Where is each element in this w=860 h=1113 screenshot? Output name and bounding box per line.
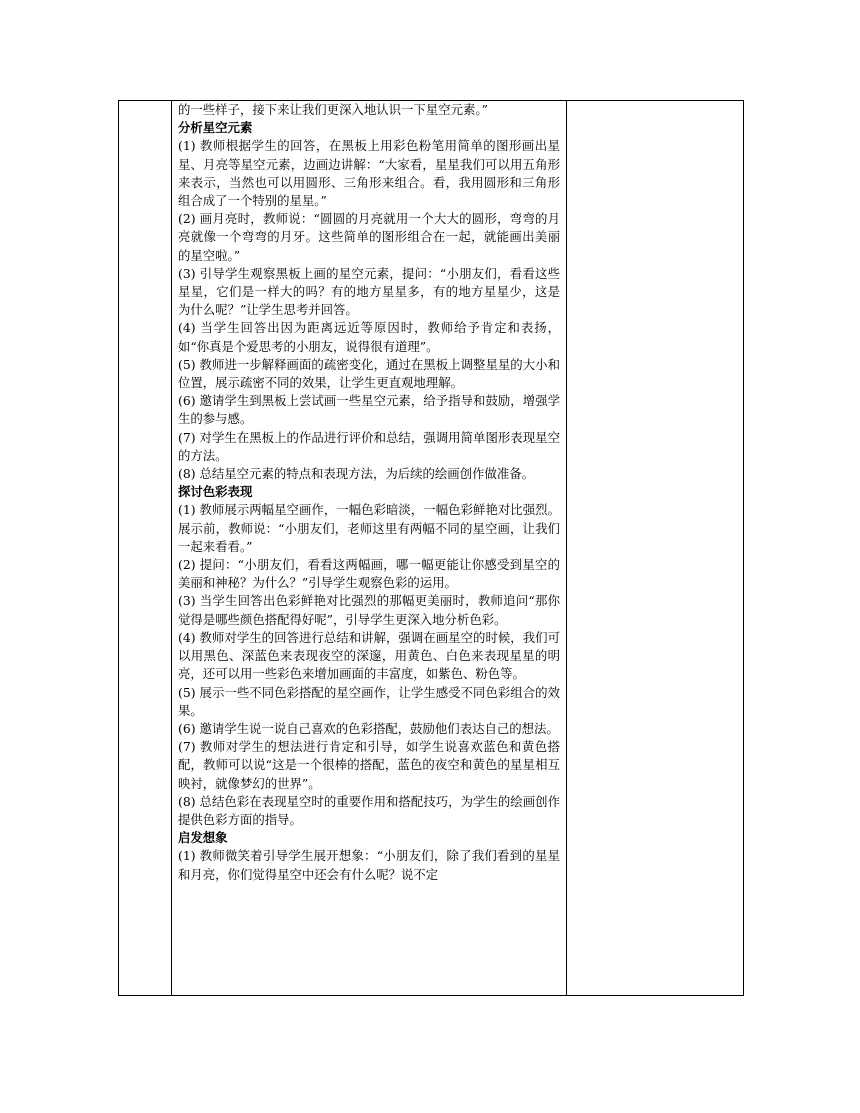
paragraph: (1) 教师微笑着引导学生展开想象：“小朋友们，除了我们看到的星星和月亮，你们觉得星空中还会有什么呢？说不定 (178, 848, 560, 882)
paragraph: (6) 邀请学生到黑板上尝试画一些星空元素，给予指导和鼓励，增强学生的参与感。 (178, 393, 560, 427)
paragraph: (4) 当学生回答出因为距离远近等原因时，教师给予肯定和表扬，如“你真是个爱思考的小朋友，说得很有道理”。 (178, 320, 560, 354)
paragraph: (2) 画月亮时，教师说：“圆圆的月亮就用一个大大的圆形，弯弯的月亮就像一个弯弯的月牙。这些简单的图形组合在一起，就能画出美丽的星空啦。” (178, 211, 560, 263)
right-column-cell (567, 101, 744, 996)
paragraph: 的一些样子，接下来让我们更深入地认识一下星空元素。” (178, 102, 488, 117)
paragraph: (4) 教师对学生的回答进行总结和讲解，强调在画星空的时候，我们可以用黑色、深蓝色来表现夜空的深邃，用黄色、白色来表现星星的明亮，还可以用一些彩色来增加画面的丰富度，如紫色、粉色等。 (178, 629, 560, 682)
paragraph: (6) 邀请学生说一说自己喜欢的色彩搭配，鼓励他们表达自己的想法。 (178, 720, 559, 736)
section-heading: 探讨色彩表现 (178, 484, 253, 500)
paragraph: (2) 提问：“小朋友们，看看这两幅画，哪一幅更能让你感受到星空的美丽和神秘？为什么？”引导学生观察色彩的运用。 (178, 557, 560, 591)
section-heading: 分析星空元素 (178, 120, 253, 136)
paragraph: (1) 教师根据学生的回答，在黑板上用彩色粉笔用简单的图形画出星星、月亮等星空元素，边画边讲解：“大家看，星星我们可以用五角形来表示，当然也可以用圆形、三角形来组合。看，我用圆形和三角形组合成了一个特别的星星。” (178, 138, 560, 209)
paragraph: (3) 引导学生观察黑板上画的星空元素，提问：“小朋友们，看看这些星星，它们是一样大的吗？有的地方星星多，有的地方星星少，这是为什么呢？”让学生思考并回答。 (178, 265, 560, 318)
lesson-plan-table (118, 100, 744, 996)
content-column-cell (172, 101, 567, 996)
paragraph: (8) 总结色彩在表现星空时的重要作用和搭配技巧，为学生的绘画创作提供色彩方面的指导。 (178, 793, 560, 827)
paragraph: (7) 教师对学生的想法进行肯定和引导，如学生说喜欢蓝色和黄色搭配，教师可以说“这是一个很棒的搭配，蓝色的夜空和黄色的星星相互映衬，就像梦幻的世界”。 (178, 739, 560, 791)
lesson-content (172, 101, 566, 884)
table-row (119, 101, 744, 996)
left-column-cell (119, 101, 172, 996)
paragraph: (5) 教师进一步解释画面的疏密变化，通过在黑板上调整星星的大小和位置，展示疏密不同的效果，让学生更直观地理解。 (178, 356, 560, 391)
paragraph: (5) 展示一些不同色彩搭配的星空画作，让学生感受不同色彩组合的效果。 (178, 684, 560, 718)
paragraph: (3) 当学生回答出色彩鲜艳对比强烈的那幅更美丽时，教师追问“那你觉得是哪些颜色搭配得好呢”，引导学生更深入地分析色彩。 (178, 593, 560, 627)
paragraph: (1) 教师展示两幅星空画作，一幅色彩暗淡，一幅色彩鲜艳对比强烈。展示前，教师说：“小朋友们，老师这里有两幅不同的星空画，让我们一起来看看。” (178, 502, 560, 554)
section-heading: 启发想象 (178, 830, 228, 846)
paragraph: (7) 对学生在黑板上的作品进行评价和总结，强调用简单图形表现星空的方法。 (178, 429, 560, 463)
paragraph: (8) 总结星空元素的特点和表现方法，为后续的绘画创作做准备。 (178, 466, 535, 482)
